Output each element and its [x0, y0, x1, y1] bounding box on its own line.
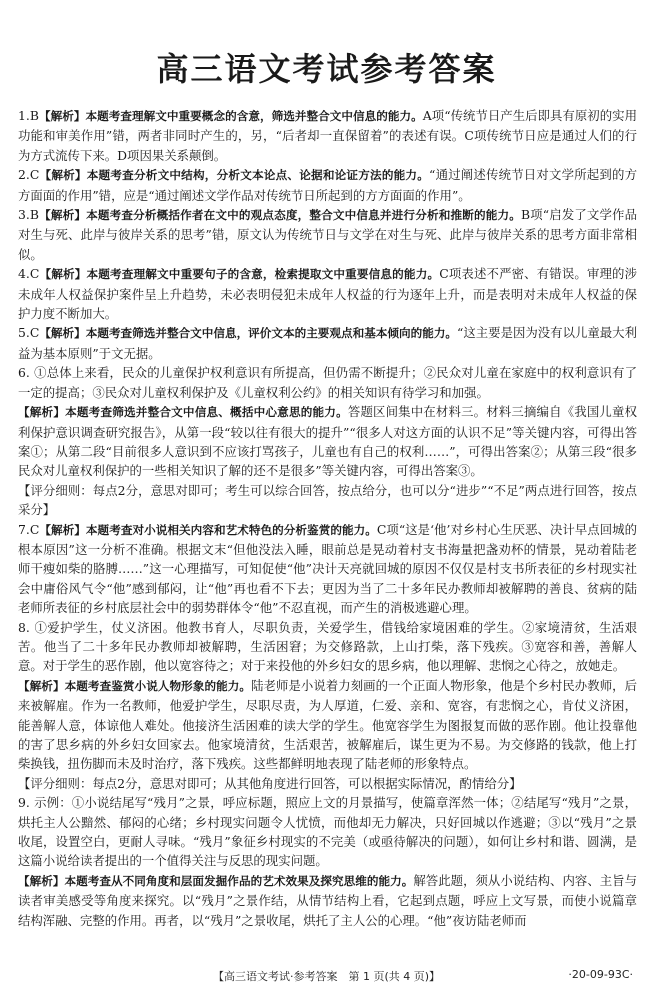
analysis-lead: 本题考查理解文中重要句子的含意，检索提取文中重要信息的能力。 — [86, 267, 440, 282]
answer-number: 4.C — [18, 266, 40, 282]
analysis-tag: 【解析】 — [38, 208, 87, 223]
answer-item-3 — [18, 205, 637, 264]
answer-item-9 — [18, 793, 637, 871]
analysis-text: C项“这是‘他’对乡村心生厌恶、决计早点回城的根本原因”这一分析不准确。根据文末“但他没法入睡，眼前总是晃动着村支书海量把盏劝杯的情景，晃动着陆老师干瘦如柴的胳膊……”这一心理描写，可知促使“他”决计天亮就回城的原因不仅仅是村支书所表征的乡村现实社会中庸俗风气令“他”感到郁闷，让“他”再也看不下去；更因为当了二十多年民办教师却被解聘的善良、贫病的陆老师所表征的乡村底层社会中的弱势群体令“他”不忍直视，而产生的消极逃避心理。 — [18, 521, 637, 616]
analysis-lead: 本题考查分析文中结构，分析文本论点、论据和论证方法的能力。 — [86, 168, 430, 183]
answer-item-6 — [18, 363, 637, 402]
answer-number: 6. — [18, 365, 30, 381]
analysis-tag: 【解析】 — [18, 873, 65, 888]
analysis-lead: 本题考查鉴赏小说人物形象的能力。 — [64, 678, 252, 693]
answer-text: 示例：①小说结尾写“残月”之景，呼应标题，照应上文的月景描写，使篇章浑然一体；②结尾写“残月”之景，烘托主人公黯然、郁闷的心绪；乡村现实问题令人忧愤，而他却无力解决，只好回城以作逃避；③以“残月”之景收尾，设置空白，更耐人寻味。“残月”象征乡村现实的不完美（或亟待解决的问题），如何让乡村和谐、圆满，是这篇小说给读者提出的一个值得关注与反思的现实问题。 — [18, 795, 637, 869]
analysis-text: “这主要是因为没有以儿童最大利益为基本原则”于文无据。 — [18, 325, 637, 361]
answer-item-6-analysis — [18, 402, 637, 481]
answer-number: 3.B — [18, 207, 39, 223]
answer-number: 5.C — [18, 325, 40, 341]
analysis-tag: 【解析】 — [39, 168, 87, 183]
answer-item-2 — [18, 165, 637, 205]
answer-item-8-analysis — [18, 676, 637, 774]
page-title: 高三语文考试参考答案 — [156, 50, 497, 88]
analysis-text: B项“启发了文学作品对生与死、此岸与彼岸关系的思考”错，原文认为传统节日与文学在对生与死、此岸与彼岸关系的思考方面非常相似。 — [18, 207, 637, 262]
answer-item-9-analysis — [18, 871, 637, 930]
analysis-tag: 【解析】 — [18, 405, 66, 420]
analysis-text: 解答此题，须从小说结构、内容、主旨与读者审美感受等角度来探究。以“残月”之景作结，从情节结构上看，它起到点题，呼应上文写景，而使小说篇章结构浑融、完整的作用。再者，以“残月”之景收尾，烘托了主人公的心理。“他”夜访陆老师而 — [18, 872, 637, 928]
analysis-tag: 【解析】 — [18, 678, 65, 693]
footer-exam-code: ·20-09-93C· — [568, 968, 633, 981]
analysis-lead: 本题考查对小说相关内容和艺术特色的分析鉴赏的能力。 — [85, 522, 377, 537]
answer-list — [18, 106, 637, 930]
answer-item-7 — [18, 520, 637, 618]
footer-page-info: 【高三语文考试·参考答案 第 1 页(共 4 页)】 — [212, 970, 441, 983]
answer-number: 7.C — [18, 521, 40, 537]
analysis-tag: 【解析】 — [39, 326, 86, 341]
analysis-text: “通过阐述传统节日对文学所起到的方方面面的作用”错，应是“通过阐述文学作品对传统节日所起到的方方面面的作用”。 — [18, 167, 637, 203]
analysis-tag: 【解析】 — [39, 522, 86, 537]
analysis-tag: 【解析】 — [38, 109, 86, 123]
analysis-lead: 本题考查分析概括作者在文中的观点态度，整合文中信息并进行分析和推断的能力。 — [86, 208, 521, 223]
analysis-tag: 【解析】 — [39, 267, 87, 282]
answer-text: ①总体上来看，民众的儿童保护权利意识有所提高，但仍需不断提升；②民众对儿童在家庭中的权利意识有了一定的提高；③民众对儿童权利保护及《儿童权利公约》的相关知识有待学习和加强。 — [18, 365, 637, 400]
answer-number: 8. — [18, 619, 30, 635]
answer-item-8 — [18, 618, 637, 676]
answer-number: 9. — [18, 795, 30, 811]
answer-item-5 — [18, 323, 637, 363]
answer-number: 2.C — [18, 167, 40, 183]
answer-number: 1.B — [18, 108, 39, 123]
analysis-text: 答题区间集中在材料三。材料三摘编自《我国儿童权利保护意识调查研究报告》，从第一段“较以往有很大的提升”“很多人对这方面的认识不足”等关键内容，可得出答案①；从第二段“目前很多人意识到不应该打骂孩子，儿童也有自己的权利……”，可得出答案②；从第三段“很多民众对儿童权利保护的一些相关知识了解的还不是很多”等关键内容，可得出答案③。 — [18, 404, 637, 479]
analysis-text: 陆老师是小说着力刻画的一个正面人物形象，他是个乡村民办教师，后来被解雇。作为一名教师，他爱护学生，尽职尽责，为人厚道，仁爱、亲和、宽容，有悲悯之心，肯仗义济困，能善解人意，体谅他人难处。他接济生活困难的读大学的学生。他宽容学生为图报复而做的恶作剧。他让投靠他的害了思乡病的外乡妇女回家去。他家境清贫，生活艰苦，被解雇后，谋生更为不易。为交修路的钱款，他上打柴换钱，扭伤脚而未及时治疗，落下残疾。这些都鲜明地表现了陆老师的形象特点。 — [18, 677, 637, 772]
analysis-lead: 本题考查筛选并整合文中信息，评价文本的主要观点和基本倾向的能力。 — [85, 326, 458, 341]
answer-text: ①爱护学生，仗义济困。他教书育人，尽职负责，关爱学生，借钱给家境困难的学生。②家境清贫，生活艰苦。他当了二十多年民办教师却被解聘，生活困窘；为交修路款，上山打柴，落下残疾。③宽容和善，善解人意。对于学生的恶作剧，他以宽容待之；对于来投他的外乡妇女的思乡病，他以理解、悲悯之心待之，放她走。 — [18, 619, 637, 674]
analysis-lead: 本题考查理解文中重要概念的含意，筛选并整合文中信息的能力。 — [85, 109, 423, 123]
grading-note: 【评分细则：每点2分，意思对即可；考生可以综合回答，按点给分，也可以分“进步”“不足”两点进行回答，按点采分】 — [18, 482, 637, 518]
answer-item-4 — [18, 264, 637, 323]
grading-note: 【评分细则：每点2分，意思对即可；从其他角度进行回答，可以根据实际情况，酌情给分】 — [18, 775, 522, 791]
analysis-text: C项表述不严密、有错误。审理的涉未成年人权益保护案件呈上升趋势，未必表明侵犯未成年人权益的行为逐年上升，而是表明对未成年人权益的保护力度不断加大。 — [18, 266, 637, 322]
answer-item-6-grading — [18, 481, 637, 520]
analysis-text: A项“传统节日产生后即具有原初的实用功能和审美作用”错，两者非同时产生的，另，“后者却一直保留着”的表述有误。C项传统节日应是通过人们的行为方式流传下来。D项因果关系颠倒。 — [18, 108, 637, 163]
answer-item-8-grading — [18, 774, 637, 793]
answer-item-1 — [18, 106, 637, 165]
analysis-lead: 本题考查从不同角度和层面发掘作品的艺术效果及探究思维的能力。 — [64, 873, 414, 888]
analysis-lead: 本题考查筛选并整合文中信息、概括中心意思的能力。 — [65, 405, 348, 420]
